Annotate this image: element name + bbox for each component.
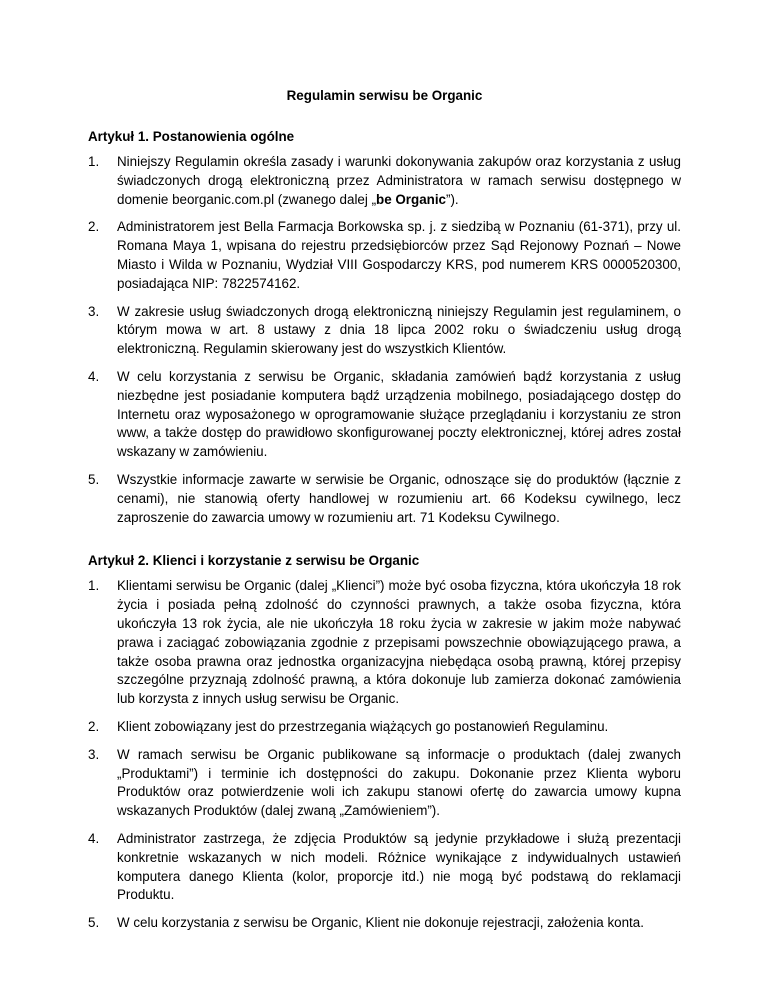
document-page bbox=[88, 86, 681, 942]
clause-number: 1. bbox=[88, 154, 100, 169]
clause-text: Administrator zastrzega, że zdjęcia Produktów są jedynie przykładowe i służą prezentacji konkretnie wskazanych w nich modeli. Różnice wynikające z indywidualnych ustawień komputera danego Klienta (kolor, proporcje itd.) nie mogą być podstawą do reklamacji Produktu. bbox=[117, 830, 681, 903]
clause-text: W zakresie usług świadczonych drogą elektroniczną niniejszy Regulamin jest regulaminem, o którym mowa w art. 8 ustawy z dnia 18 lipca 2002 roku o świadczeniu usług drogą elektroniczną. Regulamin skierowany jest do wszystkich Klientów. bbox=[117, 303, 681, 357]
clause-text: W celu korzystania z serwisu be Organic, składania zamówień bądź korzystania z usług niezbędne jest posiadanie komputera bądź urządzenia mobilnego, posiadającego dostęp do Internetu oraz wyposażonego w oprogramowanie służące przeglądaniu i korzystaniu ze stron www, a także dostęp do prawidłowo skonfigurowanej poczty elektronicznej, której adres został wskazany w zamówieniu. bbox=[117, 368, 681, 460]
clause-number: 3. bbox=[88, 746, 100, 762]
clause-number: 2. bbox=[88, 718, 100, 734]
clause-text: W ramach serwisu be Organic publikowane są informacje o produktach (dalej zwanych „Produktami”) i terminie ich dostępności do zakupu. Dokonanie przez Klienta wyboru Produktów oraz potwierdzenie woli ich zakupu stanowi ofertę do zawarcia umowy kupna wskazanych Produktów (dalej zwaną „Zamówieniem”). bbox=[117, 746, 681, 819]
clause-number: 2. bbox=[88, 219, 100, 235]
clause-text: W celu korzystania z serwisu be Organic, Klient nie dokonuje rejestracji, założenia konta. bbox=[117, 915, 644, 931]
clause-number: 3. bbox=[88, 303, 100, 319]
article-1-clauses bbox=[88, 153, 681, 527]
article-1-clause-5 bbox=[88, 471, 681, 527]
clause-number: 5. bbox=[88, 471, 100, 487]
clause-text: Klient zobowiązany jest do przestrzegania wiążących go postanowień Regulaminu. bbox=[117, 718, 609, 734]
clause-text: Klientami serwisu be Organic (dalej „Klienci”) może być osoba fizyczna, która ukończyła 18 rok życia i posiada pełną zdolność do czynności prawnych, a także osoba fizyczna, która ukończyła 13 rok życia, ale nie ukończyła 18 roku życia w zakresie w jakim może nabywać prawa i zaciągać zobowiązania zgodnie z przepisami powszechnie obowiązującego prawa, a także osoba prawna oraz jednostka organizacyjna niebędąca osobą prawną, której przepisy szczególne przyznają zdolność prawną, a która dokonuje lub zamierza dokonać zamówienia lub korzysta z innych usług serwisu be Organic. bbox=[117, 578, 681, 707]
clause-number: 5. bbox=[88, 915, 100, 931]
clause-text-end: ”). bbox=[446, 191, 459, 207]
article-1-clause-3 bbox=[88, 303, 681, 359]
article-1-clause-1 bbox=[88, 153, 681, 209]
clause-number: 4. bbox=[88, 368, 100, 384]
article-2-clauses bbox=[88, 577, 681, 933]
clause-text: Niniejszy Regulamin określa zasady i warunki dokonywania zakupów oraz korzystania z usług świadczonych drogą elektroniczną przez Administratora w ramach serwisu dostępnego w domenie beorganic.com.pl (zwanego dalej „ bbox=[117, 154, 681, 207]
article-1-heading: Artykuł 1. Postanowienia ogólne bbox=[88, 129, 295, 144]
clause-text: Administratorem jest Bella Farmacja Borkowska sp. j. z siedzibą w Poznaniu (61-371), przy ul. Romana Maya 1, wpisana do rejestru przedsiębiorców przez Sąd Rejonowy Poznań – Nowe Miasto i Wilda w Poznaniu, Wydział VIII Gospodarczy KRS, pod numerem KRS 0000520300, posiadająca NIP: 7822574162. bbox=[117, 219, 681, 291]
article-2-heading: Artykuł 2. Klienci i korzystanie z serwisu be Organic bbox=[88, 553, 420, 569]
article-1-clause-2 bbox=[88, 218, 681, 293]
article-2-clause-5 bbox=[88, 914, 681, 933]
clause-number: 4. bbox=[88, 830, 100, 846]
article-2-clause-4 bbox=[88, 830, 681, 905]
article-2-clause-2 bbox=[88, 718, 681, 737]
article-1-clause-4 bbox=[88, 368, 681, 462]
article-2-clause-3 bbox=[88, 746, 681, 821]
document-title: Regulamin serwisu be Organic bbox=[286, 88, 483, 103]
service-name-bold: be Organic bbox=[376, 191, 446, 207]
article-2-clause-1 bbox=[88, 577, 681, 709]
clause-number: 1. bbox=[88, 578, 100, 594]
clause-text: Wszystkie informacje zawarte w serwisie be Organic, odnoszące się do produktów (łącznie z cenami), nie stanowią oferty handlowej w rozumieniu art. 66 Kodeksu cywilnego, lecz zaproszenie do zawarcia umowy w rozumieniu art. 71 Kodeksu Cywilnego. bbox=[117, 471, 681, 525]
